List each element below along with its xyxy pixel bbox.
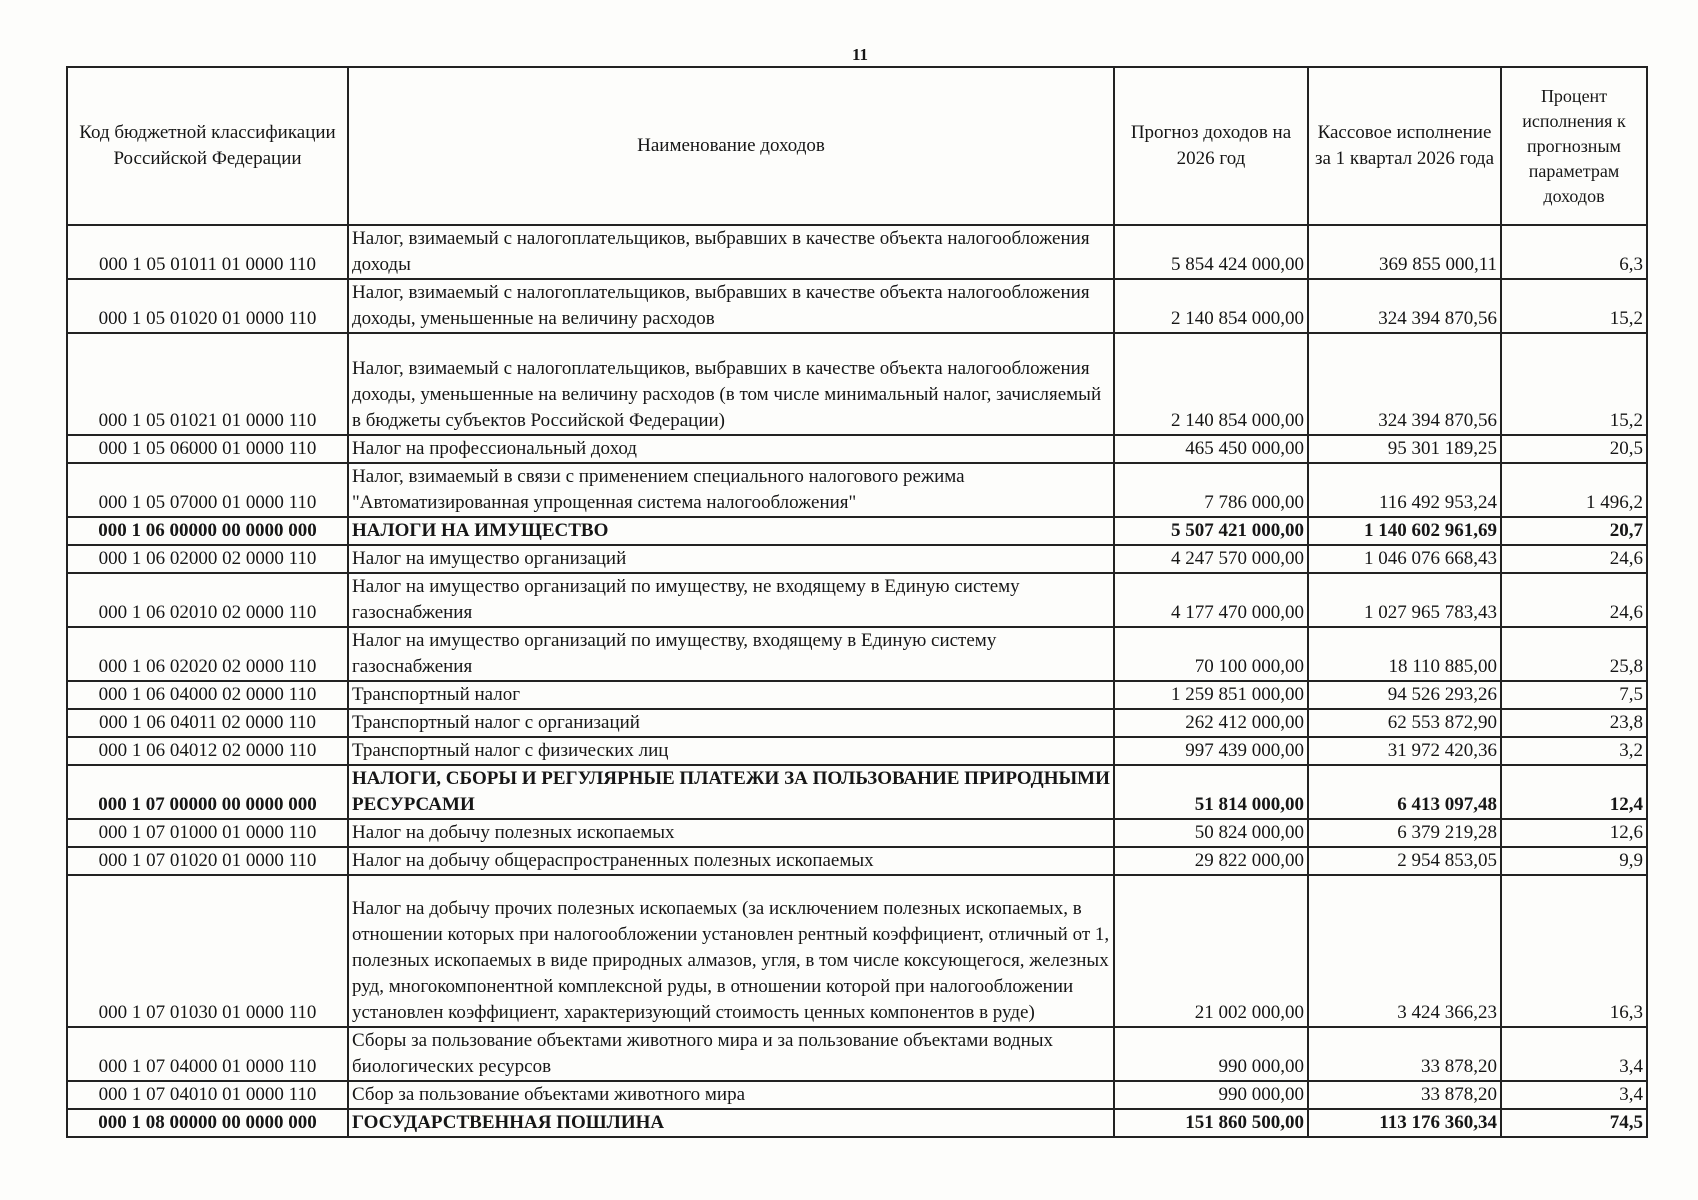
row-code: 000 1 06 04012 02 0000 110 (67, 737, 348, 765)
row-cash: 1 027 965 783,43 (1308, 573, 1501, 627)
header-percent: Процент исполнения к прогнозным параметрам доходов (1501, 67, 1647, 225)
table-row (67, 737, 1647, 765)
row-cash: 31 972 420,36 (1308, 737, 1501, 765)
row-percent: 25,8 (1501, 627, 1647, 681)
row-code: 000 1 06 02020 02 0000 110 (67, 627, 348, 681)
header-code: Код бюджетной классификации Российской Федерации (67, 67, 348, 225)
row-code: 000 1 06 04011 02 0000 110 (67, 709, 348, 737)
row-forecast: 151 860 500,00 (1114, 1109, 1308, 1137)
row-cash: 1 046 076 668,43 (1308, 545, 1501, 573)
row-code: 000 1 06 00000 00 0000 000 (67, 517, 348, 545)
row-percent: 3,4 (1501, 1027, 1647, 1081)
row-name: ГОСУДАРСТВЕННАЯ ПОШЛИНА (348, 1109, 1114, 1137)
row-forecast: 990 000,00 (1114, 1027, 1308, 1081)
row-forecast: 2 140 854 000,00 (1114, 333, 1308, 435)
row-percent: 6,3 (1501, 225, 1647, 279)
row-percent: 1 496,2 (1501, 463, 1647, 517)
row-cash: 2 954 853,05 (1308, 847, 1501, 875)
row-percent: 15,2 (1501, 333, 1647, 435)
row-code: 000 1 05 01021 01 0000 110 (67, 333, 348, 435)
row-percent: 20,5 (1501, 435, 1647, 463)
row-percent: 24,6 (1501, 573, 1647, 627)
row-name: Налог на имущество организаций по имуществу, входящему в Единую систему газоснабжения (348, 627, 1114, 681)
table-row-section (67, 765, 1647, 819)
row-code: 000 1 05 01020 01 0000 110 (67, 279, 348, 333)
row-cash: 6 379 219,28 (1308, 819, 1501, 847)
table-row-section (67, 517, 1647, 545)
row-cash: 95 301 189,25 (1308, 435, 1501, 463)
table-row (67, 279, 1647, 333)
row-forecast: 2 140 854 000,00 (1114, 279, 1308, 333)
row-code: 000 1 06 04000 02 0000 110 (67, 681, 348, 709)
row-name: Налог на добычу полезных ископаемых (348, 819, 1114, 847)
table-row (67, 573, 1647, 627)
row-forecast: 50 824 000,00 (1114, 819, 1308, 847)
row-name: Налог на добычу общераспространенных полезных ископаемых (348, 847, 1114, 875)
row-code: 000 1 05 06000 01 0000 110 (67, 435, 348, 463)
row-name: Налог на добычу прочих полезных ископаемых (за исключением полезных ископаемых, в отношении которых при налогообложении установлен рентный коэффициент, отличный от 1, полезных ископаемых в виде природных алмазов, угля, в том числе коксующегося, железных руд, многокомпонентной комплексной руды, в отношении которой при налогообложении установлен коэффициент, характеризующий стоимость ценных компонентов в руде) (348, 875, 1114, 1027)
row-name: Транспортный налог с физических лиц (348, 737, 1114, 765)
table-row (67, 875, 1647, 1027)
row-percent: 20,7 (1501, 517, 1647, 545)
row-cash: 62 553 872,90 (1308, 709, 1501, 737)
row-code: 000 1 06 02000 02 0000 110 (67, 545, 348, 573)
table-row (67, 1027, 1647, 1081)
row-percent: 74,5 (1501, 1109, 1647, 1137)
row-code: 000 1 08 00000 00 0000 000 (67, 1109, 348, 1137)
row-percent: 16,3 (1501, 875, 1647, 1027)
row-name: Налог, взимаемый с налогоплательщиков, выбравших в качестве объекта налогообложения доходы, уменьшенные на величину расходов (348, 279, 1114, 333)
table-row (67, 709, 1647, 737)
row-code: 000 1 07 01020 01 0000 110 (67, 847, 348, 875)
row-code: 000 1 06 02010 02 0000 110 (67, 573, 348, 627)
row-percent: 12,6 (1501, 819, 1647, 847)
table-row (67, 435, 1647, 463)
revenue-table (66, 66, 1648, 1138)
row-cash: 116 492 953,24 (1308, 463, 1501, 517)
row-code: 000 1 05 07000 01 0000 110 (67, 463, 348, 517)
row-cash: 6 413 097,48 (1308, 765, 1501, 819)
table-row (67, 545, 1647, 573)
row-code: 000 1 07 00000 00 0000 000 (67, 765, 348, 819)
row-percent: 23,8 (1501, 709, 1647, 737)
table-row (67, 1081, 1647, 1109)
row-forecast: 29 822 000,00 (1114, 847, 1308, 875)
row-forecast: 21 002 000,00 (1114, 875, 1308, 1027)
row-forecast: 465 450 000,00 (1114, 435, 1308, 463)
table-row (67, 225, 1647, 279)
table-row (67, 847, 1647, 875)
row-code: 000 1 07 04000 01 0000 110 (67, 1027, 348, 1081)
row-forecast: 4 247 570 000,00 (1114, 545, 1308, 573)
row-forecast: 4 177 470 000,00 (1114, 573, 1308, 627)
row-name: Транспортный налог с организаций (348, 709, 1114, 737)
row-percent: 3,2 (1501, 737, 1647, 765)
row-cash: 18 110 885,00 (1308, 627, 1501, 681)
row-name: НАЛОГИ НА ИМУЩЕСТВО (348, 517, 1114, 545)
row-cash: 113 176 360,34 (1308, 1109, 1501, 1137)
row-forecast: 5 854 424 000,00 (1114, 225, 1308, 279)
row-cash: 324 394 870,56 (1308, 333, 1501, 435)
row-name: Сбор за пользование объектами животного мира (348, 1081, 1114, 1109)
row-name: Налог на имущество организаций (348, 545, 1114, 573)
row-code: 000 1 05 01011 01 0000 110 (67, 225, 348, 279)
row-name: Налог, взимаемый с налогоплательщиков, выбравших в качестве объекта налогообложения доходы (348, 225, 1114, 279)
row-percent: 12,4 (1501, 765, 1647, 819)
header-row (67, 67, 1647, 225)
header-cash: Кассовое исполнение за 1 квартал 2026 года (1308, 67, 1501, 225)
page-number: 11 (851, 45, 869, 64)
row-name: Сборы за пользование объектами животного мира и за пользование объектами водных биологических ресурсов (348, 1027, 1114, 1081)
row-name: Транспортный налог (348, 681, 1114, 709)
row-cash: 94 526 293,26 (1308, 681, 1501, 709)
row-forecast: 70 100 000,00 (1114, 627, 1308, 681)
table-row (67, 333, 1647, 435)
row-forecast: 990 000,00 (1114, 1081, 1308, 1109)
row-code: 000 1 07 01030 01 0000 110 (67, 875, 348, 1027)
header-name: Наименование доходов (348, 67, 1114, 225)
row-percent: 9,9 (1501, 847, 1647, 875)
table-row-section (67, 1109, 1647, 1137)
row-cash: 369 855 000,11 (1308, 225, 1501, 279)
row-name: Налог на профессиональный доход (348, 435, 1114, 463)
row-percent: 7,5 (1501, 681, 1647, 709)
row-cash: 3 424 366,23 (1308, 875, 1501, 1027)
row-forecast: 7 786 000,00 (1114, 463, 1308, 517)
row-cash: 33 878,20 (1308, 1081, 1501, 1109)
table-row (67, 463, 1647, 517)
row-forecast: 262 412 000,00 (1114, 709, 1308, 737)
row-name: Налог, взимаемый с налогоплательщиков, выбравших в качестве объекта налогообложения доходы, уменьшенные на величину расходов (в том числе минимальный налог, зачисляемый в бюджеты субъектов Российской Федерации) (348, 333, 1114, 435)
row-percent: 3,4 (1501, 1081, 1647, 1109)
row-forecast: 5 507 421 000,00 (1114, 517, 1308, 545)
row-code: 000 1 07 04010 01 0000 110 (67, 1081, 348, 1109)
row-cash: 324 394 870,56 (1308, 279, 1501, 333)
row-forecast: 51 814 000,00 (1114, 765, 1308, 819)
row-code: 000 1 07 01000 01 0000 110 (67, 819, 348, 847)
row-name: Налог, взимаемый в связи с применением специального налогового режима "Автоматизированная упрощенная система налогообложения" (348, 463, 1114, 517)
table-row (67, 819, 1647, 847)
row-forecast: 1 259 851 000,00 (1114, 681, 1308, 709)
row-percent: 15,2 (1501, 279, 1647, 333)
table-row (67, 627, 1647, 681)
row-percent: 24,6 (1501, 545, 1647, 573)
row-forecast: 997 439 000,00 (1114, 737, 1308, 765)
row-cash: 33 878,20 (1308, 1027, 1501, 1081)
table-row (67, 681, 1647, 709)
header-forecast: Прогноз доходов на 2026 год (1114, 67, 1308, 225)
row-name: Налог на имущество организаций по имуществу, не входящему в Единую систему газоснабжения (348, 573, 1114, 627)
row-name: НАЛОГИ, СБОРЫ И РЕГУЛЯРНЫЕ ПЛАТЕЖИ ЗА ПОЛЬЗОВАНИЕ ПРИРОДНЫМИ РЕСУРСАМИ (348, 765, 1114, 819)
row-cash: 1 140 602 961,69 (1308, 517, 1501, 545)
